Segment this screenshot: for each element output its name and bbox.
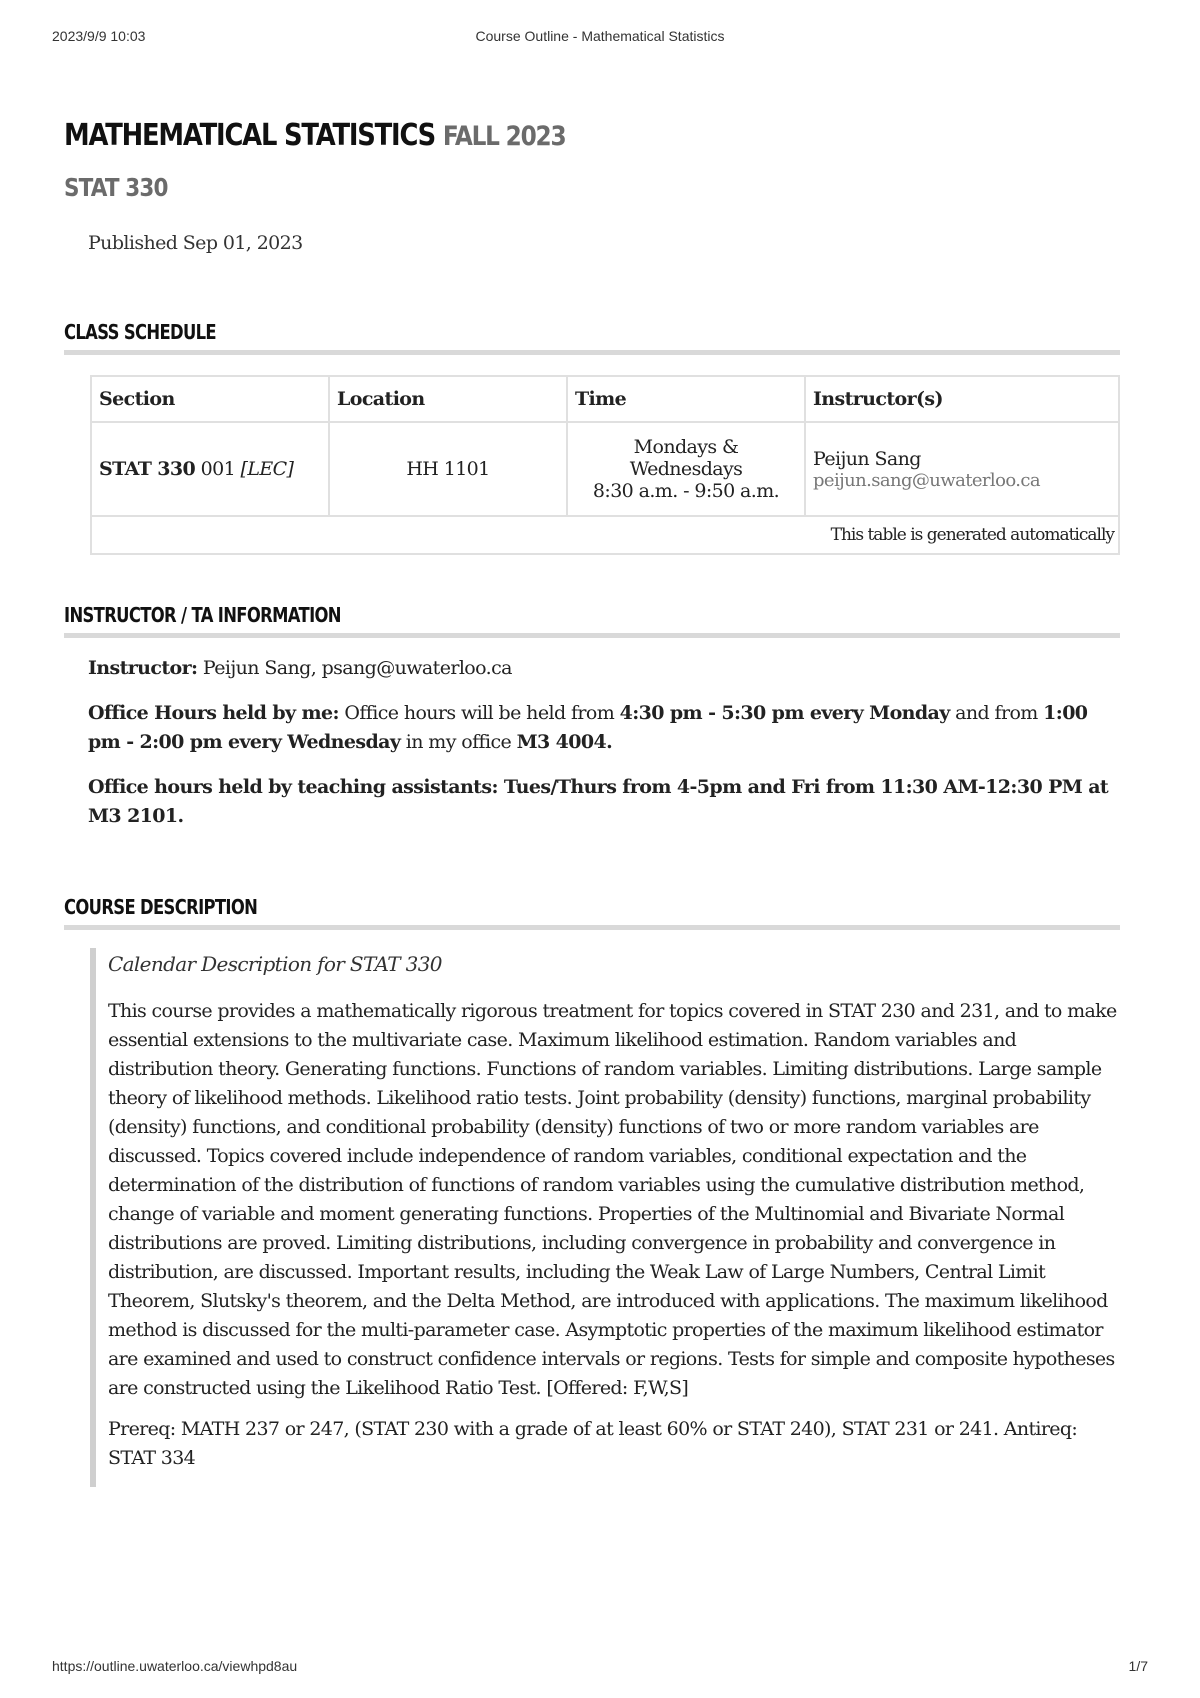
section-code: STAT 330 — [99, 458, 196, 480]
course-title-text: MATHEMATICAL STATISTICS — [64, 118, 436, 153]
class-schedule-table — [90, 375, 1120, 555]
table-header-row — [91, 376, 1119, 422]
time-days: Mondays & Wednesdays — [629, 436, 743, 480]
table-note: This table is generated automatically — [91, 516, 1119, 554]
course-description-heading-text: COURSE DESCRIPTION — [64, 895, 258, 919]
office-hours-paragraph: Office Hours held by me: Office hours will be held from 4:30 pm - 5:30 pm every Monday and from 1:00 pm - 2:00 pm every Wednesday in my office M3 4004. — [88, 702, 1088, 753]
course-title — [64, 118, 972, 153]
outline-content — [64, 118, 1120, 1487]
table-row — [91, 422, 1119, 516]
instructor-email-link[interactable]: peijun.sang@uwaterloo.ca — [813, 469, 1040, 491]
cell-location: HH 1101 — [329, 422, 567, 516]
section-type: [LEC] — [240, 458, 294, 480]
instructor-value: Peijun Sang, psang@uwaterloo.ca — [202, 657, 512, 679]
class-schedule-heading — [64, 320, 1120, 355]
page-url: https://outline.uwaterloo.ca/viewhpd8au — [52, 1658, 298, 1674]
calendar-description-body: This course provides a mathematically rigorous treatment for topics covered in STAT 230 and 231, and to make essential extensions to the multivariate case. Maximum likelihood estimation. Random variables and distribution theory. Generating functions. Functions of random variables. Limiting distributions. Large sample theory of likelihood methods. Likelihood ratio tests. Joint probability (density) functions, marginal probability (density) functions, and conditional probability (density) functions of two or more random variables are discussed. Topics covered include independence of random variables, conditional expectation and the determination of the distribution of functions of random variables using the cumulative distribution method, change of variable and moment generating functions. Properties of the Multinomial and Bivariate Normal distributions are proved. Limiting distributions, including convergence in probability and convergence in distribution, are discussed. Important results, including the Weak Law of Large Numbers, Central Limit Theorem, Slutsky's theorem, and the Delta Method, are introduced with applications. The maximum likelihood method is discussed for the multi-parameter case. Asymptotic properties of the maximum likelihood estimator are examined and used to construct confidence intervals or regions. Tests for simple and composite hypotheses are constructed using the Likelihood Ratio Test. [Offered: F,W,S] — [108, 1000, 1117, 1399]
course-code: STAT 330 — [64, 173, 168, 202]
header-location: Location — [329, 376, 567, 422]
calendar-description-title: Calendar Description for STAT 330 — [108, 952, 442, 976]
ta-office-hours: Office hours held by teaching assistants: Tues/Thurs from 4-5pm and Fri from 11:30 AM-12:30 PM at M3 2101. — [88, 776, 1109, 827]
office-hours-wednesday: 1:00 pm - 2:00 pm every Wednesday — [88, 702, 1088, 753]
print-document-title: Course Outline - Mathematical Statistics — [475, 28, 725, 44]
cell-instructor — [805, 422, 1119, 516]
print-footer — [52, 1658, 1148, 1678]
course-description-heading — [64, 895, 1120, 930]
cell-time — [567, 422, 805, 516]
instructor-label: Instructor: — [88, 657, 198, 679]
header-time: Time — [567, 376, 805, 422]
office-hours-text-1: Office hours will be held from — [344, 702, 615, 724]
page-number: 1/7 — [1128, 1658, 1148, 1674]
published-date: Published Sep 01, 2023 — [88, 232, 303, 254]
header-instructors: Instructor(s) — [805, 376, 1119, 422]
instructor-info-heading-text: INSTRUCTOR / TA INFORMATION — [64, 603, 341, 627]
section-number: 001 — [200, 458, 236, 480]
course-term: FALL 2023 — [442, 121, 566, 152]
instructor-info-heading — [64, 603, 1120, 638]
office-hours-text-2: and from — [955, 702, 1038, 724]
office-hours-monday: 4:30 pm - 5:30 pm every Monday — [619, 702, 950, 724]
table-note-row — [91, 516, 1119, 554]
prerequisites: Prereq: MATH 237 or 247, (STAT 230 with a grade of at least 60% or STAT 240), STAT 231 or 241. Antireq: STAT 334 — [108, 1418, 1078, 1469]
office-location: M3 4004 — [516, 731, 607, 753]
header-section: Section — [91, 376, 329, 422]
cell-section — [91, 422, 329, 516]
calendar-description-block — [90, 948, 1120, 1487]
office-hours-label: Office Hours held by me: — [88, 702, 339, 724]
print-date: 2023/9/9 10:03 — [52, 28, 146, 44]
time-range: 8:30 a.m. - 9:50 a.m. — [592, 480, 780, 502]
class-schedule-heading-text: CLASS SCHEDULE — [64, 320, 216, 344]
instructor-name: Peijun Sang — [813, 447, 921, 470]
print-header — [52, 28, 1148, 48]
office-hours-text-3: in my office — [405, 731, 512, 753]
instructor-line — [88, 654, 1120, 683]
